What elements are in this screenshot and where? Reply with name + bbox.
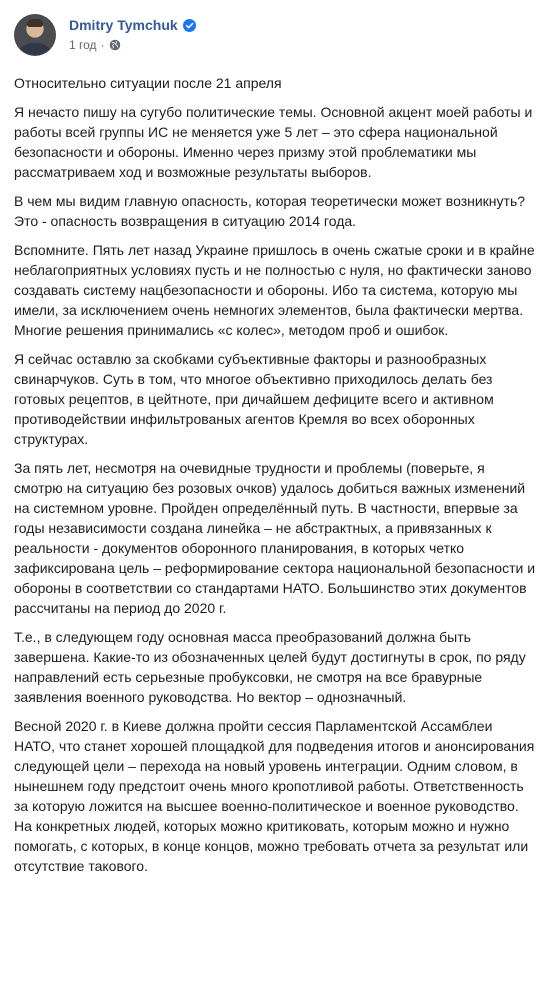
post-paragraph: Я нечасто пишу на сугубо политические темы. Основной акцент моей работы и работы всей группы ИС не меняется уже 5 лет – это сфера национальной безопасности и обороны. Именно через призму этой проблематики мы рассматриваем ход и возможные результаты выборов.: [14, 104, 533, 180]
meta-separator: ·: [100, 38, 105, 52]
post-body: [14, 73, 535, 885]
header-meta: [69, 16, 196, 54]
post-paragraph: Я сейчас оставлю за скобками субъективные факторы и разнообразных свинарчуков. Суть в том, что многое объективно приходилось делать без готовых рецептов, в цейтноте, при дичайшем дефиците всего и активном противодействии инфильтрованых агентов Кремля во всех оборонных структурах.: [14, 351, 494, 447]
verified-badge-icon: [183, 19, 196, 32]
avatar-shoulders: [19, 43, 51, 56]
meta-row: [69, 36, 196, 54]
post-paragraph: За пять лет, несмотря на очевидные трудности и проблемы (поверьте, я смотрю на ситуацию без розовых очков) удалось добиться важных изменений на системном уровне. Пройден определённый путь. В частности, впервые за годы независимости создана линейка – не абстрактных, а привязанных к реальности - документов оборонного планирования, в которых четко зафиксирована цель – реформирование сектора национальной безопасности и обороны в соответствии со стандартами НАТО. Большинство этих документов рассчитаны на период до 2020 г.: [14, 460, 536, 616]
post-paragraph: В чем мы видим главную опасность, которая теоретически может возникнуть? Это - опасность возвращения в ситуацию 2014 года.: [14, 193, 526, 229]
avatar[interactable]: [14, 14, 56, 56]
post-header: [14, 14, 537, 66]
post-paragraph: Весной 2020 г. в Киеве должна пройти сессия Парламентской Ассамблеи НАТО, что станет хорошей площадкой для подведения итогов и анонсирования следующей цели – перехода на новый уровень интеграции. Одним словом, в нынешнем году предстоит очень много кропотливой работы. Ответственность за которую ложится на высшее военно-политическое и военное руководство. На конкретных людей, которых можно критиковать, которым можно и нужно помогать, с которых, в конце концов, можно требовать отчета за результат или отсутствие такового.: [14, 718, 535, 874]
avatar-hair: [27, 19, 43, 27]
post-paragraph: Вспомните. Пять лет назад Украине пришлось в очень сжатые сроки и в крайне неблагоприятных условиях пусть и не полностью с нуля, но фактически заново создавать систему нацбезопасности и обороны. Ибо та система, которую мы имели, за исключением очень немногих элементов, была фактически мертва. Многие решения принимались «с колес», методом проб и ошибок.: [14, 242, 535, 338]
globe-icon[interactable]: [109, 39, 121, 51]
name-row: [69, 16, 196, 34]
post-paragraph: Т.е., в следующем году основная масса преобразований должна быть завершена. Какие-то из обозначенных целей будут достигнуты в срок, по ряду направлений есть серьезные пробуксовки, не смотря на все бравурные заявления военного руководства. Но вектор – однозначный.: [14, 629, 526, 705]
post-title: Относительно ситуации после 21 апреля: [14, 75, 282, 91]
author-name-link[interactable]: Dmitry Tymchuk: [69, 17, 178, 33]
post-timestamp-link[interactable]: 1 год: [69, 38, 97, 52]
